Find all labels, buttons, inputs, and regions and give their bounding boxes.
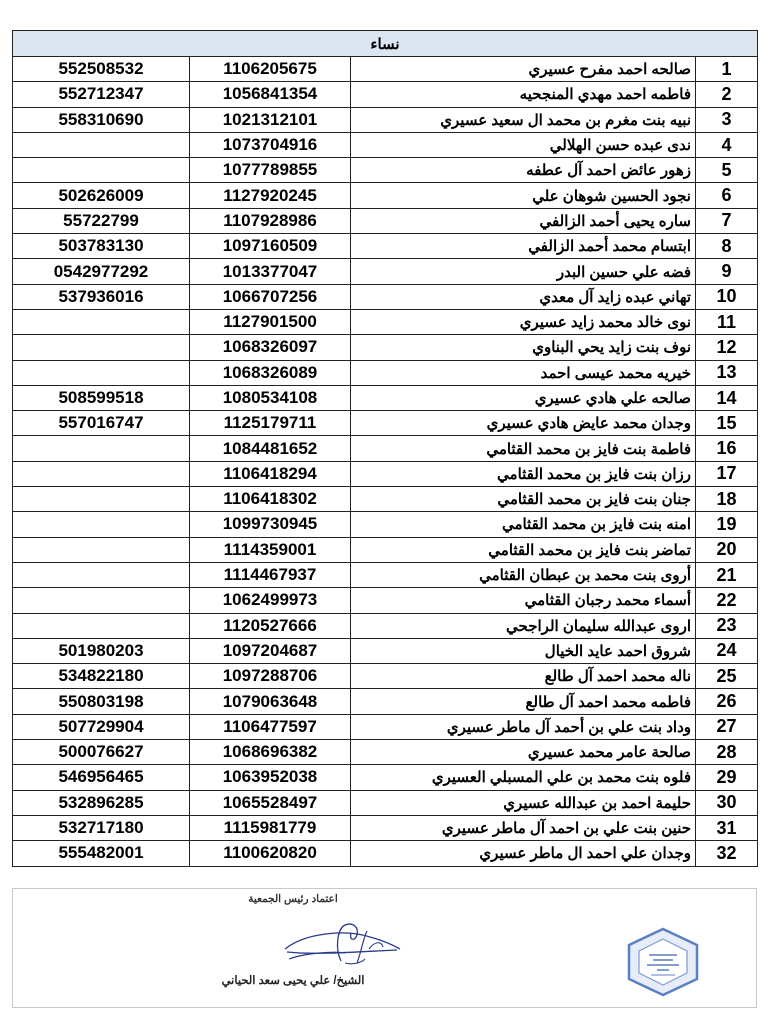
name-cell: حنين بنت علي بن احمد آل ماطر عسيري <box>351 815 696 840</box>
name-cell: ناله محمد احمد آل طالع <box>351 664 696 689</box>
table-row <box>13 537 758 562</box>
phone-cell: 508599518 <box>13 385 190 410</box>
table-row <box>13 436 758 461</box>
name-cell: اروى عبدالله سليمان الراجحي <box>351 613 696 638</box>
table-row <box>13 259 758 284</box>
table-row <box>13 360 758 385</box>
row-number-cell: 19 <box>696 512 758 537</box>
table-row <box>13 461 758 486</box>
id-cell: 1066707256 <box>190 284 351 309</box>
signature-icon <box>275 919 405 969</box>
row-number-cell: 31 <box>696 815 758 840</box>
table-row <box>13 740 758 765</box>
table-row <box>13 411 758 436</box>
id-cell: 1062499973 <box>190 588 351 613</box>
phone-cell: 550803198 <box>13 689 190 714</box>
phone-cell: 537936016 <box>13 284 190 309</box>
row-number-cell: 27 <box>696 714 758 739</box>
table-row <box>13 107 758 132</box>
row-number-cell: 13 <box>696 360 758 385</box>
row-number-cell: 28 <box>696 740 758 765</box>
name-cell: صالحه علي هادي عسيري <box>351 385 696 410</box>
table-row <box>13 284 758 309</box>
name-cell: ساره يحيى أحمد الزالفي <box>351 208 696 233</box>
table-row <box>13 512 758 537</box>
name-cell: ابتسام محمد أحمد الزالفي <box>351 234 696 259</box>
phone-cell: 0542977292 <box>13 259 190 284</box>
phone-cell <box>13 309 190 334</box>
id-cell: 1077789855 <box>190 158 351 183</box>
table-row <box>13 588 758 613</box>
table-row <box>13 57 758 82</box>
phone-cell: 503783130 <box>13 234 190 259</box>
approval-label: اعتماد رئيس الجمعية <box>248 893 338 905</box>
table-row <box>13 841 758 866</box>
name-cell: جنان بنت فايز بن محمد القثامي <box>351 487 696 512</box>
phone-cell: 557016747 <box>13 411 190 436</box>
row-number-cell: 32 <box>696 841 758 866</box>
row-number-cell: 10 <box>696 284 758 309</box>
name-cell: رزان بنت فايز بن محمد القثامي <box>351 461 696 486</box>
row-number-cell: 21 <box>696 562 758 587</box>
name-cell: تماضر بنت فايز بن محمد القثامي <box>351 537 696 562</box>
name-cell: خيريه محمد عيسى احمد <box>351 360 696 385</box>
table-row <box>13 487 758 512</box>
id-cell: 1068696382 <box>190 740 351 765</box>
row-number-cell: 1 <box>696 57 758 82</box>
row-number-cell: 5 <box>696 158 758 183</box>
phone-cell: 552712347 <box>13 82 190 107</box>
row-number-cell: 4 <box>696 132 758 157</box>
row-number-cell: 15 <box>696 411 758 436</box>
name-cell: نجود الحسين شوهان علي <box>351 183 696 208</box>
table-row <box>13 234 758 259</box>
name-cell: صالحه احمد مفرح عسيري <box>351 57 696 82</box>
phone-cell: 507729904 <box>13 714 190 739</box>
id-cell: 1100620820 <box>190 841 351 866</box>
phone-cell <box>13 360 190 385</box>
name-cell: شروق احمد عايد الخيال <box>351 638 696 663</box>
row-number-cell: 14 <box>696 385 758 410</box>
row-number-cell: 11 <box>696 309 758 334</box>
id-cell: 1056841354 <box>190 82 351 107</box>
name-cell: أروى بنت محمد بن عبطان القثامي <box>351 562 696 587</box>
phone-cell: 534822180 <box>13 664 190 689</box>
row-number-cell: 12 <box>696 335 758 360</box>
table-header-row <box>13 31 758 57</box>
phone-cell <box>13 461 190 486</box>
table-row <box>13 689 758 714</box>
id-cell: 1099730945 <box>190 512 351 537</box>
id-cell: 1097160509 <box>190 234 351 259</box>
row-number-cell: 18 <box>696 487 758 512</box>
name-cell: وجدان علي احمد ال ماطر عسيري <box>351 841 696 866</box>
phone-cell: 555482001 <box>13 841 190 866</box>
row-number-cell: 25 <box>696 664 758 689</box>
id-cell: 1106205675 <box>190 57 351 82</box>
phone-cell: 532717180 <box>13 815 190 840</box>
id-cell: 1114359001 <box>190 537 351 562</box>
id-cell: 1080534108 <box>190 385 351 410</box>
row-number-cell: 23 <box>696 613 758 638</box>
name-cell: فاطمه احمد مهدي المنجحيه <box>351 82 696 107</box>
phone-cell: 532896285 <box>13 790 190 815</box>
table-row <box>13 664 758 689</box>
id-cell: 1084481652 <box>190 436 351 461</box>
row-number-cell: 9 <box>696 259 758 284</box>
phone-cell <box>13 132 190 157</box>
table-row <box>13 132 758 157</box>
table-row <box>13 82 758 107</box>
table-row <box>13 765 758 790</box>
name-cell: نبيه بنت مغرم بن محمد ال سعيد عسيري <box>351 107 696 132</box>
signatory-name: الشيخ/ علي يحيى سعد الحياني <box>221 975 365 987</box>
row-number-cell: 17 <box>696 461 758 486</box>
id-cell: 1127920245 <box>190 183 351 208</box>
row-number-cell: 20 <box>696 537 758 562</box>
phone-cell: 55722799 <box>13 208 190 233</box>
id-cell: 1106418302 <box>190 487 351 512</box>
name-cell: امنه بنت فايز بن محمد القثامي <box>351 512 696 537</box>
id-cell: 1065528497 <box>190 790 351 815</box>
phone-cell: 501980203 <box>13 638 190 663</box>
id-cell: 1120527666 <box>190 613 351 638</box>
row-number-cell: 3 <box>696 107 758 132</box>
id-cell: 1106477597 <box>190 714 351 739</box>
women-members-table <box>12 30 758 867</box>
name-cell: وداد بنت علي بن أحمد آل ماطر عسيري <box>351 714 696 739</box>
id-cell: 1097288706 <box>190 664 351 689</box>
row-number-cell: 6 <box>696 183 758 208</box>
row-number-cell: 29 <box>696 765 758 790</box>
table-row <box>13 562 758 587</box>
phone-cell: 552508532 <box>13 57 190 82</box>
name-cell: أسماء محمد رجبان القثامي <box>351 588 696 613</box>
row-number-cell: 22 <box>696 588 758 613</box>
phone-cell <box>13 335 190 360</box>
official-stamp-icon <box>625 927 701 997</box>
phone-cell <box>13 158 190 183</box>
name-cell: نوف بنت زايد يحي البناوي <box>351 335 696 360</box>
table-row <box>13 309 758 334</box>
phone-cell <box>13 562 190 587</box>
table-row <box>13 335 758 360</box>
id-cell: 1115981779 <box>190 815 351 840</box>
id-cell: 1127901500 <box>190 309 351 334</box>
approval-footer <box>12 888 757 1008</box>
phone-cell <box>13 613 190 638</box>
name-cell: نوى خالد محمد زايد عسيري <box>351 309 696 334</box>
section-title: نساء <box>13 31 758 57</box>
id-cell: 1107928986 <box>190 208 351 233</box>
name-cell: صالحة عامر محمد عسيري <box>351 740 696 765</box>
name-cell: تهاني عبده زايد آل معدي <box>351 284 696 309</box>
table-row <box>13 183 758 208</box>
id-cell: 1097204687 <box>190 638 351 663</box>
table-row <box>13 208 758 233</box>
id-cell: 1114467937 <box>190 562 351 587</box>
table-row <box>13 613 758 638</box>
name-cell: فاطمة بنت فايز بن محمد القثامي <box>351 436 696 461</box>
phone-cell: 558310690 <box>13 107 190 132</box>
phone-cell <box>13 436 190 461</box>
name-cell: ندى عبده حسن الهلالي <box>351 132 696 157</box>
row-number-cell: 26 <box>696 689 758 714</box>
table-row <box>13 815 758 840</box>
name-cell: حليمة احمد بن عبدالله عسيري <box>351 790 696 815</box>
table-row <box>13 790 758 815</box>
row-number-cell: 2 <box>696 82 758 107</box>
id-cell: 1106418294 <box>190 461 351 486</box>
phone-cell <box>13 588 190 613</box>
id-cell: 1073704916 <box>190 132 351 157</box>
name-cell: فلوه بنت محمد بن علي المسبلي العسيري <box>351 765 696 790</box>
name-cell: فضه علي حسين البدر <box>351 259 696 284</box>
phone-cell <box>13 512 190 537</box>
phone-cell: 502626009 <box>13 183 190 208</box>
id-cell: 1063952038 <box>190 765 351 790</box>
row-number-cell: 30 <box>696 790 758 815</box>
id-cell: 1125179711 <box>190 411 351 436</box>
phone-cell <box>13 487 190 512</box>
id-cell: 1021312101 <box>190 107 351 132</box>
table-row <box>13 714 758 739</box>
phone-cell <box>13 537 190 562</box>
id-cell: 1079063648 <box>190 689 351 714</box>
table-row <box>13 158 758 183</box>
row-number-cell: 7 <box>696 208 758 233</box>
phone-cell: 546956465 <box>13 765 190 790</box>
name-cell: فاطمه محمد احمد آل طالع <box>351 689 696 714</box>
id-cell: 1068326089 <box>190 360 351 385</box>
table-row <box>13 385 758 410</box>
name-cell: زهور عائض احمد آل عطفه <box>351 158 696 183</box>
id-cell: 1068326097 <box>190 335 351 360</box>
row-number-cell: 8 <box>696 234 758 259</box>
row-number-cell: 16 <box>696 436 758 461</box>
table-row <box>13 638 758 663</box>
row-number-cell: 24 <box>696 638 758 663</box>
name-cell: وجدان محمد عايض هادي عسيري <box>351 411 696 436</box>
id-cell: 1013377047 <box>190 259 351 284</box>
phone-cell: 500076627 <box>13 740 190 765</box>
